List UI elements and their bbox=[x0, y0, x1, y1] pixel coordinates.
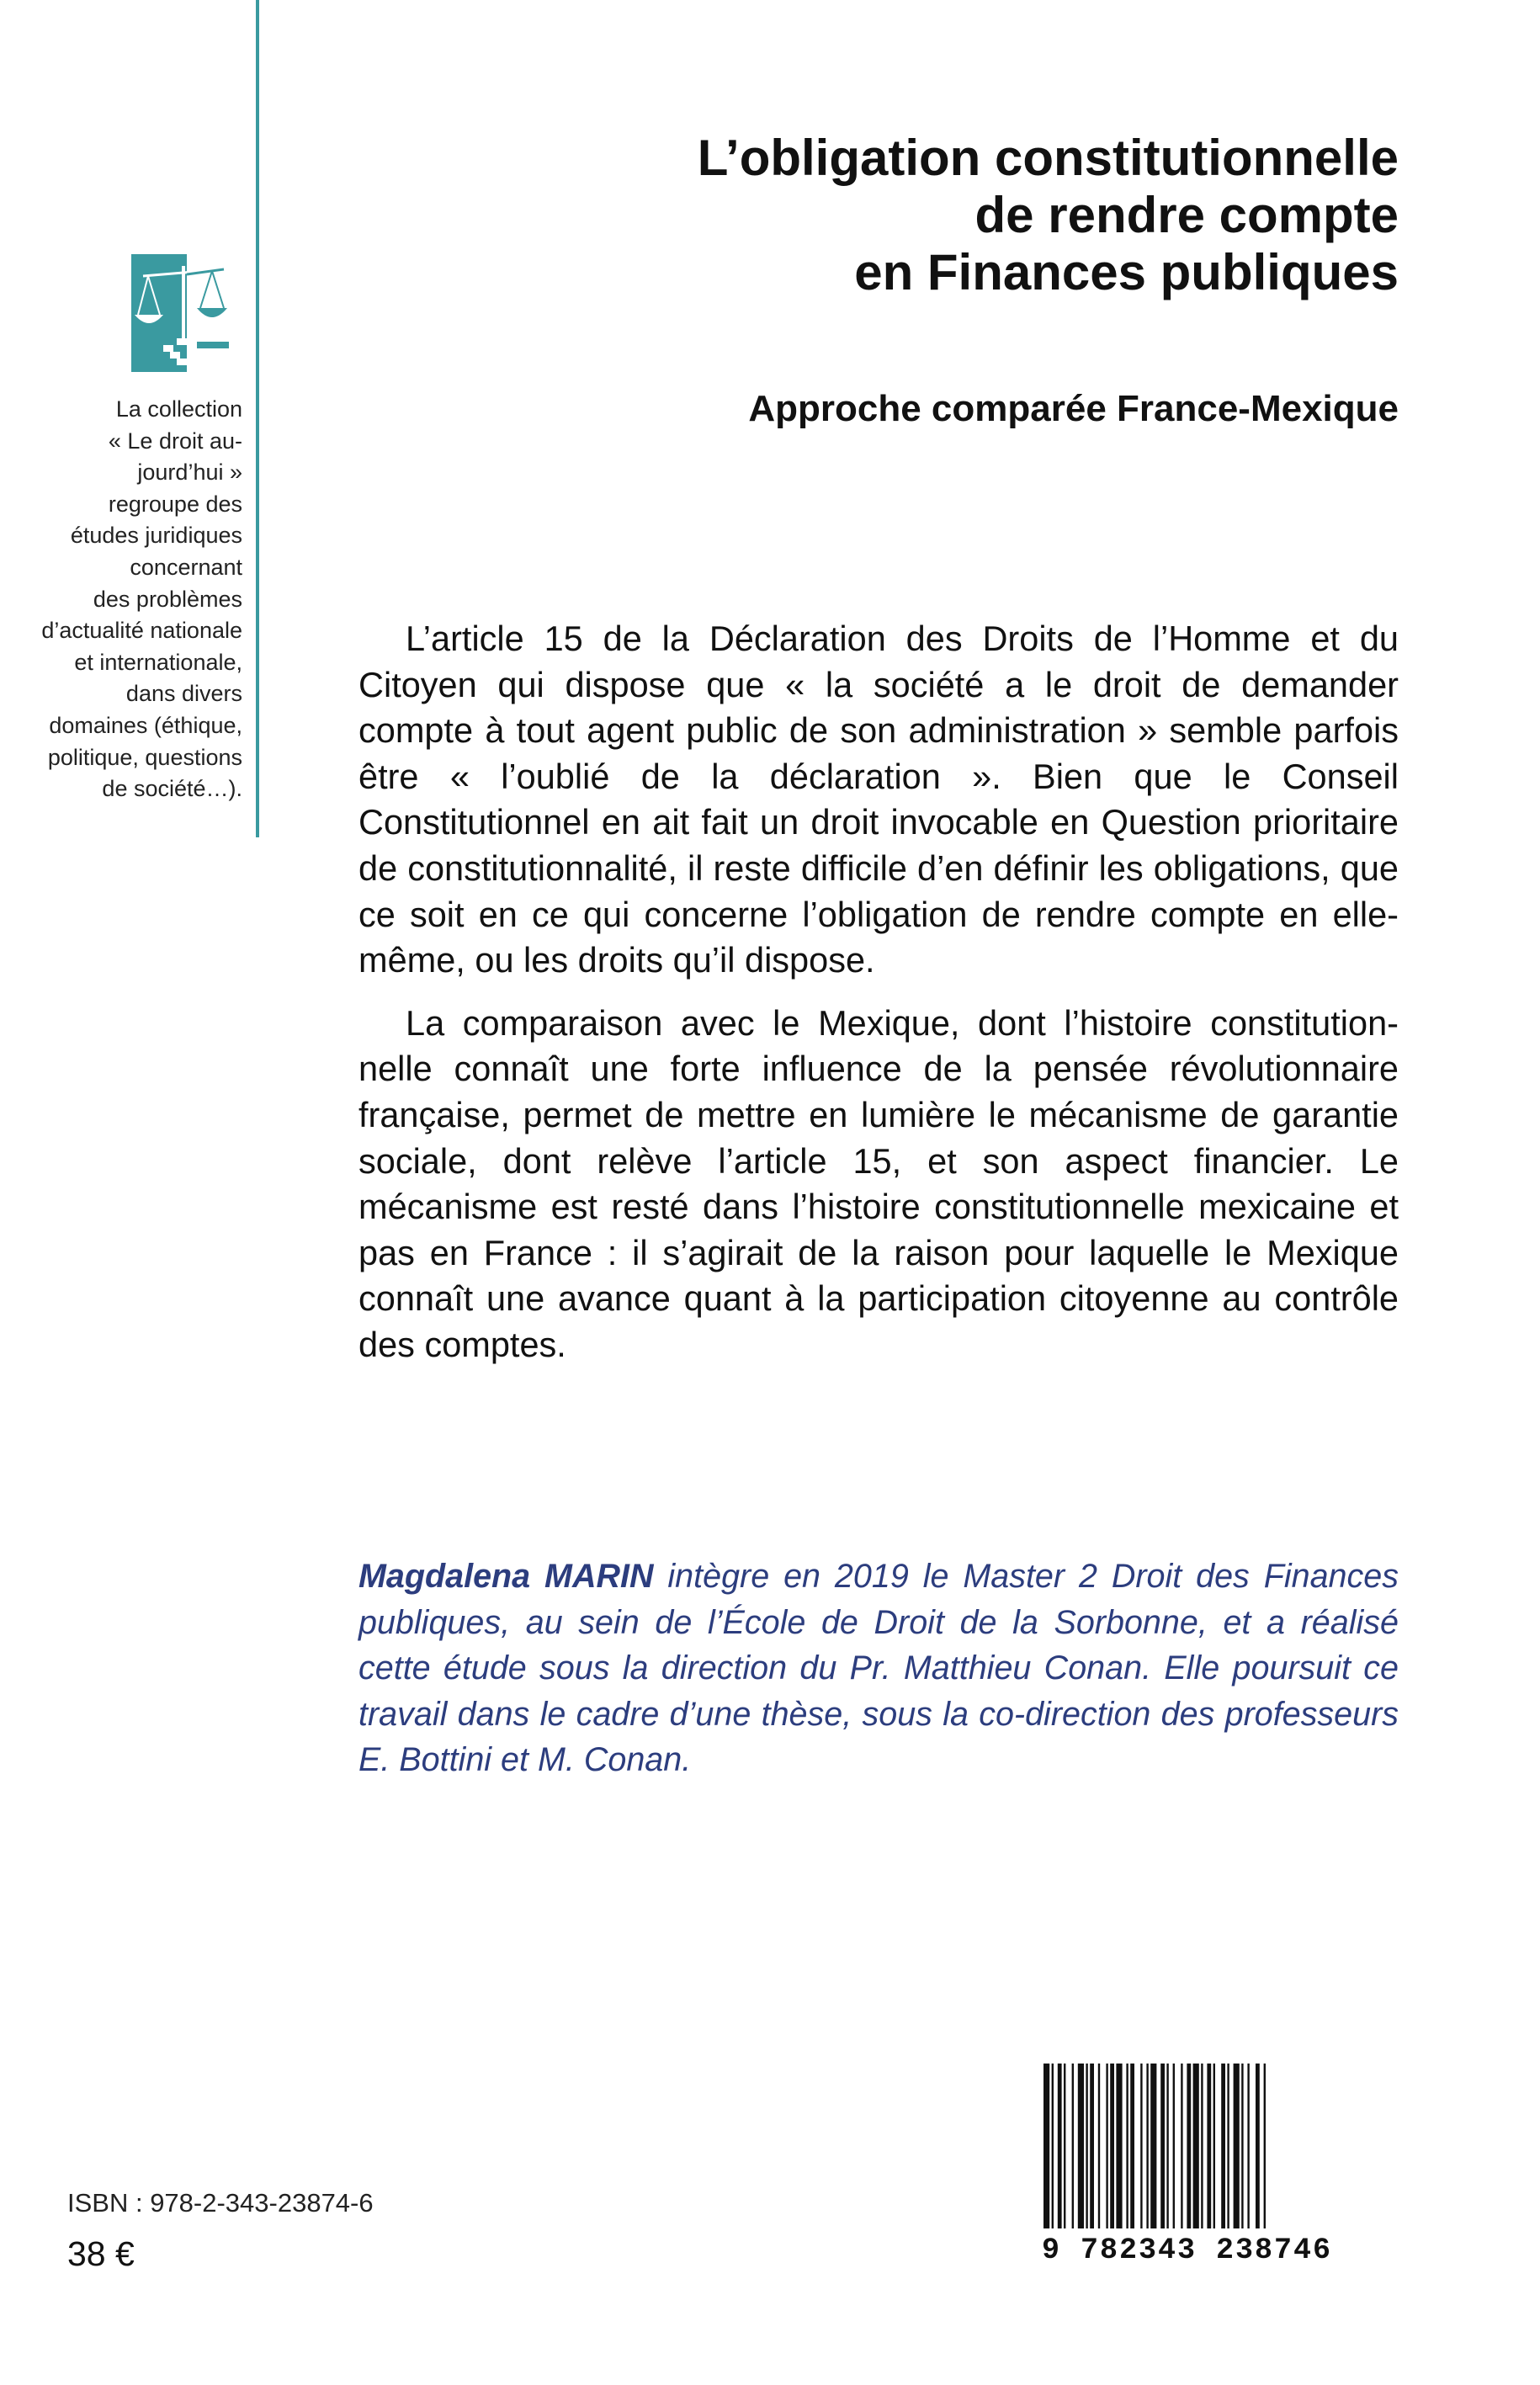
barcode-bar bbox=[1241, 2064, 1243, 2228]
price: 38 € bbox=[67, 2234, 135, 2273]
title-line: L’obligation constitutionnelle bbox=[697, 130, 1399, 186]
barcode-bar bbox=[1173, 2064, 1175, 2228]
collection-line: politique, questions bbox=[47, 744, 242, 770]
collection-description bbox=[17, 394, 242, 805]
barcode-bar bbox=[1110, 2064, 1114, 2228]
barcode-bar bbox=[1072, 2064, 1074, 2228]
barcode-bar bbox=[1166, 2064, 1168, 2228]
collection-line: « Le droit au- bbox=[108, 428, 242, 454]
author-bio-text: intègre en 2019 le Master 2 Droit des Finances publiques, au sein de l’École de Droit de la Sorbonne, et a réalisé cette étude sous la direction du Pr. Matthieu Conan. Elle poursuit ce travail dans le cadre d’une thèse, sous la co-direction des professeurs E. Bottini et M. Conan. bbox=[358, 1558, 1399, 1779]
title-line: en Finances publiques bbox=[854, 244, 1399, 300]
collection-line: domaines (éthique, bbox=[49, 712, 242, 738]
barcode-bar bbox=[1058, 2064, 1062, 2228]
barcode-bar bbox=[1207, 2064, 1211, 2228]
collection-line: regroupe des bbox=[108, 491, 242, 517]
collection-line: La collection bbox=[115, 396, 242, 422]
barcode-bar bbox=[1126, 2064, 1128, 2228]
barcode-bar bbox=[1086, 2064, 1087, 2228]
barcode-bar bbox=[1098, 2064, 1100, 2228]
barcode-bar bbox=[1234, 2064, 1240, 2228]
author-name: Magdalena MARIN bbox=[358, 1558, 654, 1595]
collection-line: concernant bbox=[130, 554, 242, 580]
barcode-digits: 9 782343 238746 bbox=[1042, 2234, 1333, 2267]
barcode-bar bbox=[1078, 2064, 1084, 2228]
barcode-bar bbox=[1146, 2064, 1148, 2228]
barcode-bar bbox=[1247, 2064, 1249, 2228]
barcode-bar bbox=[1181, 2064, 1182, 2228]
barcode-bar bbox=[1130, 2064, 1134, 2228]
barcode-bar bbox=[1201, 2064, 1203, 2228]
barcode-bar bbox=[1052, 2064, 1054, 2228]
collection-line: de société…). bbox=[102, 776, 242, 802]
barcode-bar bbox=[1140, 2064, 1142, 2228]
barcode-bar bbox=[1227, 2064, 1229, 2228]
barcode-bar bbox=[1064, 2064, 1065, 2228]
collection-line: jourd’hui » bbox=[137, 459, 242, 486]
barcode-bar bbox=[1256, 2064, 1260, 2228]
collection-line: des problèmes bbox=[93, 586, 242, 612]
title-line: de rendre compte bbox=[974, 187, 1399, 243]
barcode-bar bbox=[1213, 2064, 1215, 2228]
scales-of-justice-icon bbox=[131, 254, 229, 372]
vertical-divider bbox=[256, 0, 259, 837]
barcode-bar bbox=[1264, 2064, 1266, 2228]
book-subtitle: Approche comparée France-Mexique bbox=[748, 388, 1399, 429]
barcode-bar bbox=[1106, 2064, 1107, 2228]
barcode-bar bbox=[1221, 2064, 1225, 2228]
barcode-bar bbox=[1160, 2064, 1165, 2228]
collection-line: et internationale, bbox=[74, 649, 242, 675]
book-title bbox=[473, 130, 1399, 301]
barcode-bar bbox=[1193, 2064, 1199, 2228]
collection-line: études juridiques bbox=[70, 523, 242, 549]
collection-line: dans divers bbox=[125, 681, 242, 707]
summary-paragraph-1: L’article 15 de la Déclaration des Droits de l’Homme et du Citoyen qui dispose que « la société a le droit de demander compte à tout agent public de son administration » semble parfois être « l’oublié de la déclaration ». Bien que le Conseil Constitutionnel en ait fait un droit invocable en Question prioritaire de constitutionnalité, il reste difficile d’en définir les obligations, que ce soit en ce qui concerne l’obligation de rendre compte en elle-même, ou les droits qu’il dispose. bbox=[358, 619, 1399, 980]
collection-line: d’actualité nationale bbox=[41, 618, 242, 644]
author-bio bbox=[358, 1554, 1399, 1783]
summary-text bbox=[358, 616, 1399, 1385]
summary-paragraph-2: La comparaison avec le Mexique, dont l’histoire constitutionnelle connaît une forte influence de la pensée révolutionnaire française, permet de mettre en lumière le mécanisme de garantie sociale, dont relève l’article 15, et son aspect financier. Le mécanisme est resté dans l’histoire constitutionnelle mexicaine et pas en France : il s’agirait de la raison pour laquelle le Mexique connaît une avance quant à la participation citoyenne au contrôle des comptes. bbox=[358, 1002, 1399, 1364]
barcode-bar bbox=[1116, 2064, 1122, 2228]
barcode-bar bbox=[1090, 2064, 1094, 2228]
barcode-bar bbox=[1187, 2064, 1191, 2228]
barcode-bar bbox=[1150, 2064, 1156, 2228]
barcode-bar bbox=[1043, 2064, 1049, 2228]
isbn: ISBN : 978-2-343-23874-6 bbox=[67, 2188, 374, 2218]
